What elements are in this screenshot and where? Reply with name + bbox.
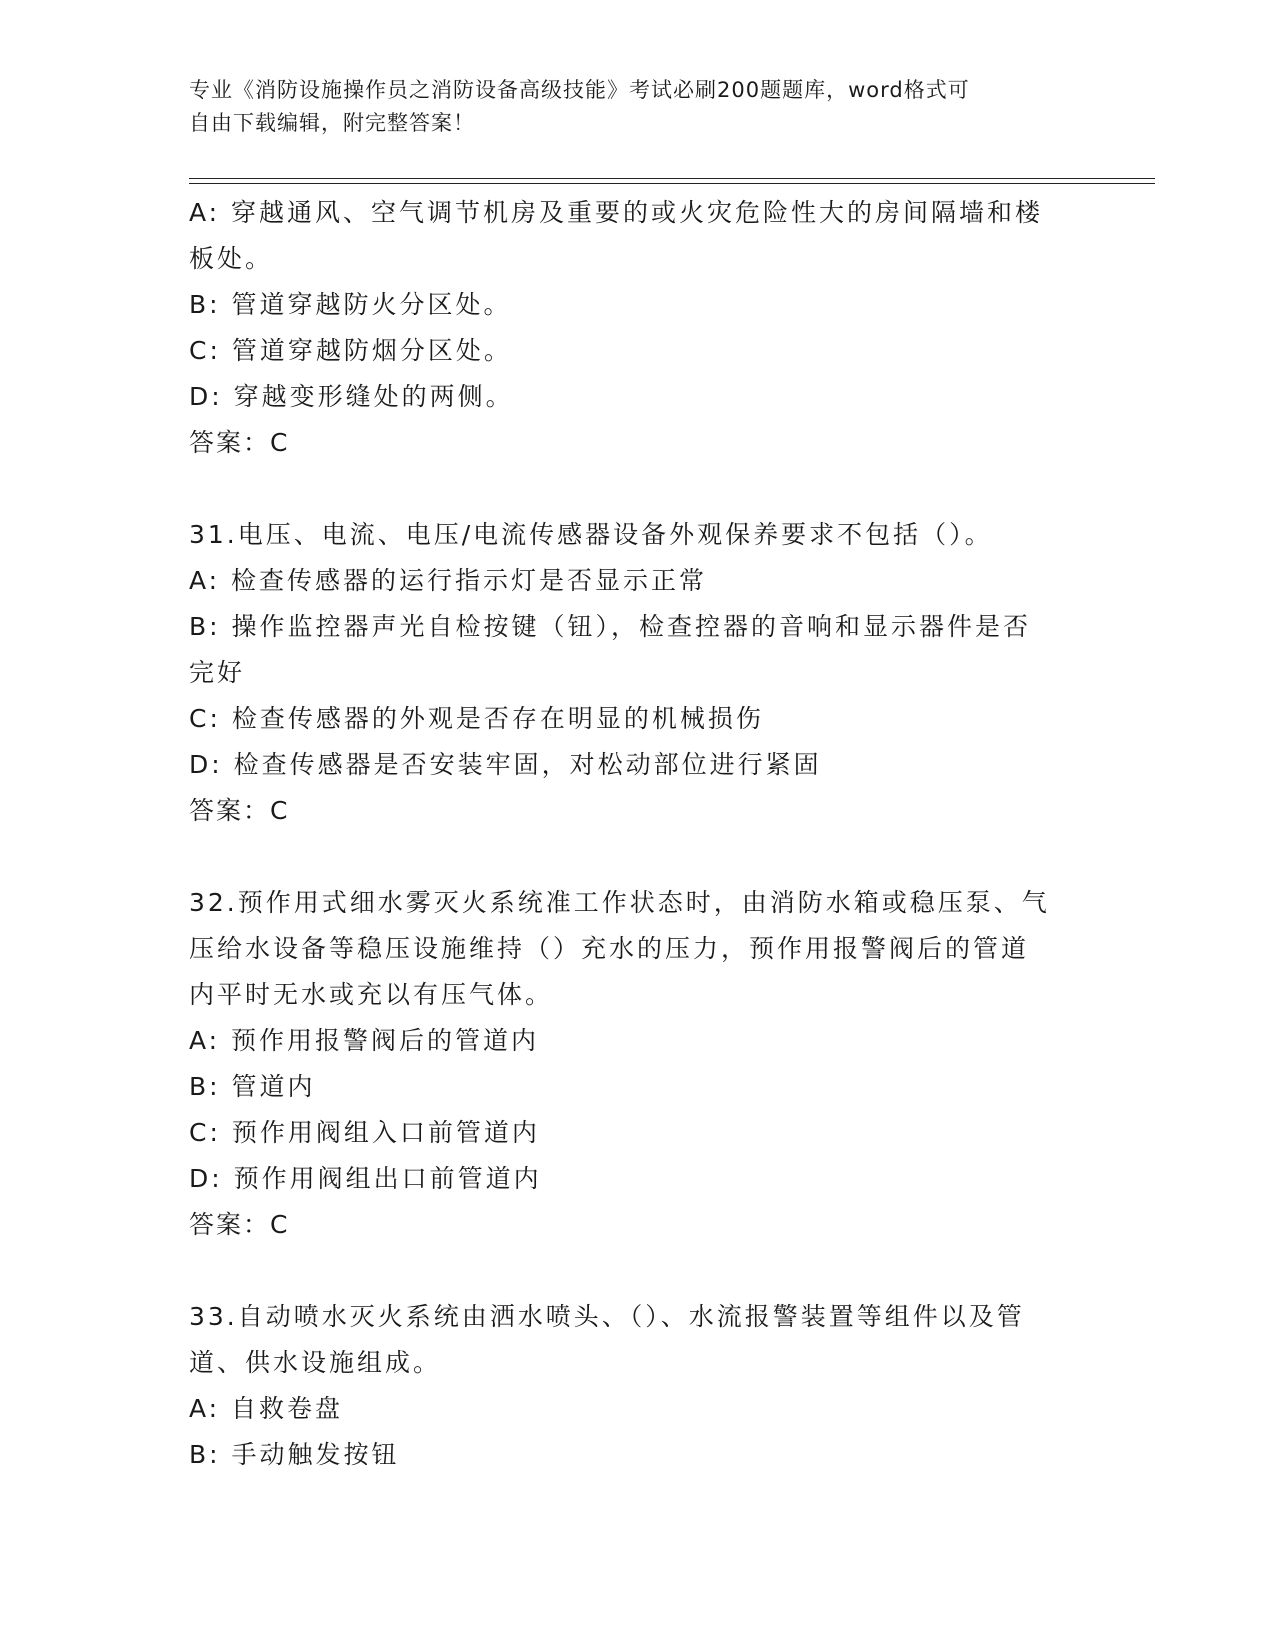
question-33	[189, 1294, 1089, 1478]
question-31	[189, 512, 1089, 834]
option-d: D: 检查传感器是否安装牢固，对松动部位进行紧固	[189, 750, 822, 779]
question-32	[189, 880, 1089, 1248]
question-stem: 31.电压、电流、电压/电流传感器设备外观保养要求不包括（）。	[189, 520, 993, 549]
option-a-line-2: 板处。	[189, 244, 274, 273]
option-d: D: 预作用阀组出口前管道内	[189, 1164, 542, 1193]
option-a: A: 检查传感器的运行指示灯是否显示正常	[189, 566, 708, 595]
option-b: B: 管道穿越防火分区处。	[189, 290, 512, 319]
header-rule-top	[189, 178, 1155, 179]
option-c: C: 检查传感器的外观是否存在明显的机械损伤	[189, 704, 764, 733]
document-header	[189, 74, 1089, 140]
option-b: B: 手动触发按钮	[189, 1440, 400, 1469]
answer: 答案：C	[189, 1210, 290, 1239]
option-d: D: 穿越变形缝处的两侧。	[189, 382, 514, 411]
answer: 答案：C	[189, 428, 290, 457]
question-stem-line-1: 32.预作用式细水雾灭火系统准工作状态时，由消防水箱或稳压泵、气	[189, 888, 1050, 917]
option-b: B: 管道内	[189, 1072, 316, 1101]
option-b-line-1: B: 操作监控器声光自检按键（钮），检查控器的音响和显示器件是否	[189, 612, 1032, 641]
header-rule-bottom	[189, 183, 1155, 184]
question-stem-line-3: 内平时无水或充以有压气体。	[189, 980, 554, 1009]
header-title-line-2: 自由下载编辑，附完整答案！	[189, 111, 475, 135]
spacer	[189, 1248, 1089, 1294]
option-c: C: 预作用阀组入口前管道内	[189, 1118, 540, 1147]
question-stem-line-1: 33.自动喷水灭火系统由洒水喷头、（）、水流报警装置等组件以及管	[189, 1302, 1025, 1331]
spacer	[189, 466, 1089, 512]
header-title-line-1: 专业《消防设施操作员之消防设备高级技能》考试必刷200题题库，word格式可	[189, 78, 970, 102]
option-c: C: 管道穿越防烟分区处。	[189, 336, 512, 365]
answer: 答案：C	[189, 796, 290, 825]
question-list	[189, 190, 1089, 1478]
option-a: A: 自救卷盘	[189, 1394, 344, 1423]
spacer	[189, 834, 1089, 880]
question-stem-line-2: 道、供水设施组成。	[189, 1348, 442, 1377]
option-a: A: 预作用报警阀后的管道内	[189, 1026, 540, 1055]
option-b-line-2: 完好	[189, 658, 246, 687]
question-30-options	[189, 190, 1089, 466]
option-a-line-1: A: 穿越通风、空气调节机房及重要的或火灾危险性大的房间隔墙和楼	[189, 198, 1044, 227]
question-stem-line-2: 压给水设备等稳压设施维持（）充水的压力，预作用报警阀后的管道	[189, 934, 1030, 963]
